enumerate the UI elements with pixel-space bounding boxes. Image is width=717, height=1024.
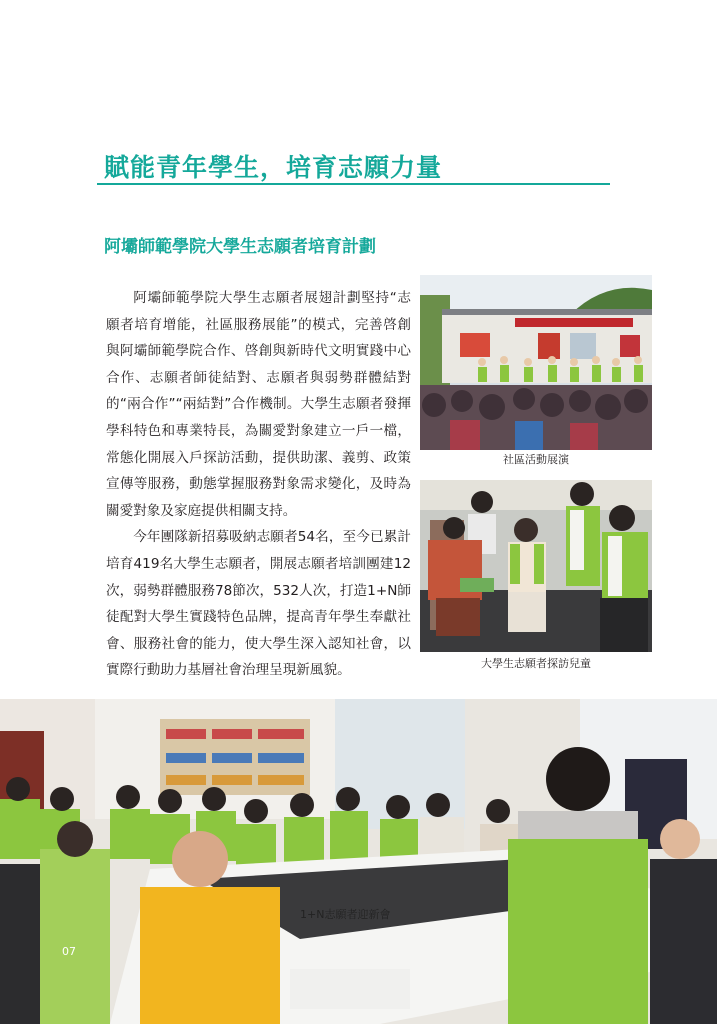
photo-caption-welcome: 1+N志願者迎新會 bbox=[300, 908, 391, 921]
page-number: 07 bbox=[62, 945, 76, 958]
section-title: 賦能青年學生，培育志願力量 bbox=[104, 153, 443, 182]
title-underline bbox=[97, 183, 610, 185]
photo-welcome-meeting bbox=[0, 699, 717, 1024]
paragraph-2: 今年團隊新招募吸納志願者54名，至今已累計培育419名大學生志願者，開展志願者培訓團建12次，弱勢群體服務78節次，532人次，打造1+N師徒配對大學生實踐特色品牌，提高青年學生奉獻社會、服務社會的能力，使大學生深入認知社會，以實際行動助力基層社會治理呈現新風貌。 bbox=[106, 529, 411, 679]
photo-community-performance bbox=[420, 275, 652, 450]
photo-caption-community: 社區活動展演 bbox=[503, 453, 569, 466]
photo-visiting-children bbox=[420, 480, 652, 652]
body-text bbox=[106, 285, 411, 684]
photo-caption-visiting: 大學生志願者探訪兒童 bbox=[481, 657, 591, 670]
paragraph-1: 阿壩師範學院大學生志願者展翅計劃堅持“志願者培育增能，社區服務展能”的模式，完善啓創與阿壩師範學院合作、啓創與新時代文明實踐中心合作、志願者師徒結對、志願者與弱勢群體結對的“兩合作”“兩結對”合作機制。大學生志願者發揮學科特色和專業特長，為關愛對象建立一戶一檔，常態化開展入戶探訪活動，提供助潔、義剪、政策宣傳等服務，動態掌握服務對象需求變化，及時為關愛對象及家庭提供相關支持。 bbox=[106, 290, 411, 519]
sub-title: 阿壩師範學院大學生志願者培育計劃 bbox=[104, 237, 376, 257]
